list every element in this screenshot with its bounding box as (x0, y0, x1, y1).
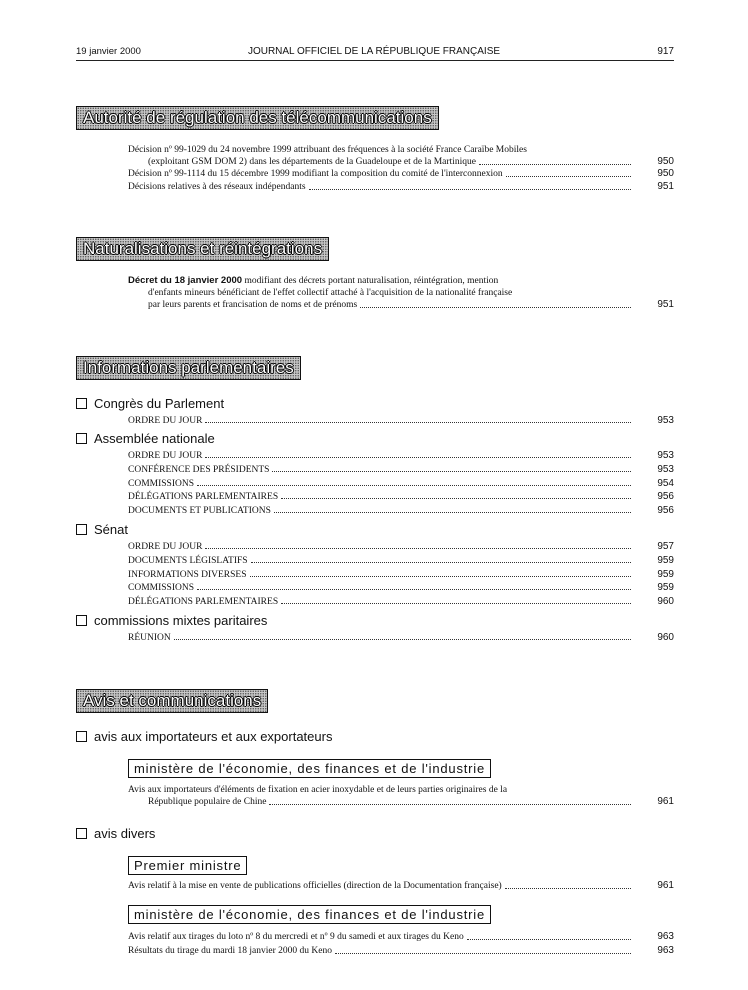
checkbox-square-icon (76, 615, 87, 626)
premier-ministre-box: Premier ministre (128, 856, 247, 875)
entry-text: modifiant des décrets portant naturalisation, réintégration, mention (242, 276, 499, 286)
toc-subentry[interactable] (128, 490, 674, 502)
toc-entry-reseaux-independants[interactable] (128, 181, 674, 193)
toc-entry-keno[interactable] (128, 945, 674, 957)
leader-dots (335, 953, 631, 954)
entry-text: par leurs parents et francisation de noms et de prénoms (148, 300, 358, 310)
banner-avis-communications: Avis et communications (76, 689, 268, 713)
toc-subentry[interactable] (128, 581, 674, 593)
leader-dots (251, 562, 631, 563)
leader-dots (281, 498, 631, 499)
subentry-label: COMMISSIONS (128, 478, 194, 489)
subentry-label: DÉLÉGATIONS PARLEMENTAIRES (128, 597, 279, 608)
leader-dots (281, 603, 631, 604)
subentry-label: ORDRE DU JOUR (128, 416, 203, 426)
page-ref: 959 (657, 568, 674, 580)
section-title: avis aux importateurs et aux exportateurs (94, 729, 333, 744)
page-ref: 953 (657, 450, 674, 461)
leader-dots (467, 939, 631, 940)
toc-entry-decision-99-1029[interactable] (128, 144, 674, 168)
leader-dots (174, 639, 631, 640)
toc-subentry[interactable] (128, 414, 674, 426)
entry-text: Avis relatif à la mise en vente de publications officielles (direction de la Documentation française) (128, 881, 502, 891)
section-title: avis divers (94, 826, 156, 841)
page-ref: 951 (657, 299, 674, 310)
page-ref: 963 (657, 945, 674, 956)
toc-subentry[interactable] (128, 554, 674, 566)
page-ref: 951 (657, 181, 674, 192)
page-ref: 956 (657, 505, 674, 517)
leader-dots (205, 548, 631, 549)
toc-subentry[interactable] (128, 540, 674, 552)
toc-subentry[interactable] (128, 504, 674, 516)
section-avis-divers (76, 826, 155, 841)
leader-dots (197, 485, 631, 486)
checkbox-square-icon (76, 524, 87, 535)
header-page-number: 917 (657, 46, 674, 57)
leader-dots (309, 189, 631, 190)
leader-dots (205, 457, 631, 458)
section-avis-importateurs (76, 729, 332, 744)
leader-dots (274, 512, 631, 513)
page-ref: 960 (657, 596, 674, 608)
page-ref: 961 (657, 880, 674, 891)
entry-text: Avis relatif aux tirages du loto nº 8 du mercredi et nº 9 du samedi et aux tirages du Keno (128, 932, 464, 942)
leader-dots (250, 576, 632, 577)
ministere-economie-box-2: ministère de l'économie, des finances et de l'industrie (128, 905, 491, 924)
subentry-label: DOCUMENTS LÉGISLATIFS (128, 555, 248, 566)
entry-text: Décision nº 99-1114 du 15 décembre 1999 modifiant la composition du comité de l'interconnexion (128, 169, 503, 179)
checkbox-square-icon (76, 828, 87, 839)
page-ref: 960 (657, 632, 674, 643)
page-ref: 956 (657, 491, 674, 503)
toc-subentry[interactable] (128, 631, 674, 643)
leader-dots (505, 888, 631, 889)
page-ref: 954 (657, 477, 674, 489)
entry-bold-text: Décret du 18 janvier 2000 (128, 275, 243, 286)
entry-text: République populaire de Chine (148, 797, 267, 807)
section-title: Assemblée nationale (94, 431, 215, 446)
subentry-label: COMMISSIONS (128, 583, 194, 594)
banner-naturalisations: Naturalisations et réintégrations (76, 237, 329, 261)
leader-dots (506, 176, 631, 177)
subentry-label: INFORMATIONS DIVERSES (128, 569, 247, 580)
subentry-label: DOCUMENTS ET PUBLICATIONS (128, 506, 271, 517)
leader-dots (272, 471, 631, 472)
entry-text: Résultats du tirage du mardi 18 janvier 2000 du Keno (128, 946, 332, 956)
entry-text: Décisions relatives à des réseaux indépendants (128, 182, 306, 192)
toc-subentry[interactable] (128, 449, 674, 461)
subentry-label: ORDRE DU JOUR (128, 542, 203, 552)
header-date: 19 janvier 2000 (76, 46, 141, 57)
leader-dots (360, 307, 631, 308)
page-ref: 950 (657, 156, 674, 167)
ministere-economie-box-1: ministère de l'économie, des finances et de l'industrie (128, 759, 491, 778)
leader-dots (205, 422, 631, 423)
section-senat (76, 522, 128, 537)
toc-subentry[interactable] (128, 568, 674, 580)
leader-dots (269, 804, 631, 805)
section-commissions-mixtes (76, 613, 267, 628)
entry-text: (exploitant GSM DOM 2) dans les départements de la Guadeloupe et de la Martinique (148, 157, 476, 167)
subentry-label: ORDRE DU JOUR (128, 451, 203, 461)
section-title: commissions mixtes paritaires (94, 613, 268, 628)
checkbox-square-icon (76, 433, 87, 444)
page-ref: 953 (657, 463, 674, 475)
subentry-label: CONFÉRENCE DES PRÉSIDENTS (128, 464, 270, 475)
toc-subentry[interactable] (128, 463, 674, 475)
entry-text: Décision nº 99-1029 du 24 novembre 1999 attribuant des fréquences à la société France Caraïbe Mobiles (128, 145, 527, 155)
toc-entry-loto[interactable] (128, 931, 674, 943)
entry-text: Avis aux importateurs d'éléments de fixation en acier inoxydable et de leurs parties originaires de la (128, 785, 508, 795)
checkbox-square-icon (76, 398, 87, 409)
toc-entry-decision-99-1114[interactable] (128, 168, 674, 180)
leader-dots (479, 164, 631, 165)
toc-subentry[interactable] (128, 477, 674, 489)
page-ref: 959 (657, 582, 674, 594)
section-title: Congrès du Parlement (94, 396, 225, 411)
page-ref: 963 (657, 931, 674, 942)
header-rule (76, 60, 674, 61)
section-congres (76, 396, 224, 411)
page-ref: 950 (657, 168, 674, 179)
subentry-label: DÉLÉGATIONS PARLEMENTAIRES (128, 492, 279, 503)
section-title: Sénat (94, 522, 128, 537)
toc-entry-decret-18-janvier[interactable] (128, 275, 674, 311)
banner-informations-parlementaires: Informations parlementaires (76, 356, 301, 380)
toc-subentry[interactable] (128, 595, 674, 607)
leader-dots (197, 589, 631, 590)
section-assemblee (76, 431, 215, 446)
page-ref: 961 (657, 796, 674, 807)
checkbox-square-icon (76, 731, 87, 742)
page-ref: 957 (657, 541, 674, 552)
entry-text: d'enfants mineurs bénéficiant de l'effet collectif attaché à l'acquisition de la nationalité française (148, 288, 513, 298)
page-ref: 959 (657, 554, 674, 566)
page-ref: 953 (657, 415, 674, 426)
toc-entry-avis-importateurs[interactable] (128, 784, 674, 808)
header-title: JOURNAL OFFICIEL DE LA RÉPUBLIQUE FRANÇAISE (247, 46, 501, 57)
toc-entry-publications-officielles[interactable] (128, 880, 674, 892)
banner-arcep: Autorité de régulation des télécommunications (76, 106, 439, 130)
subentry-label: RÉUNION (128, 633, 171, 643)
